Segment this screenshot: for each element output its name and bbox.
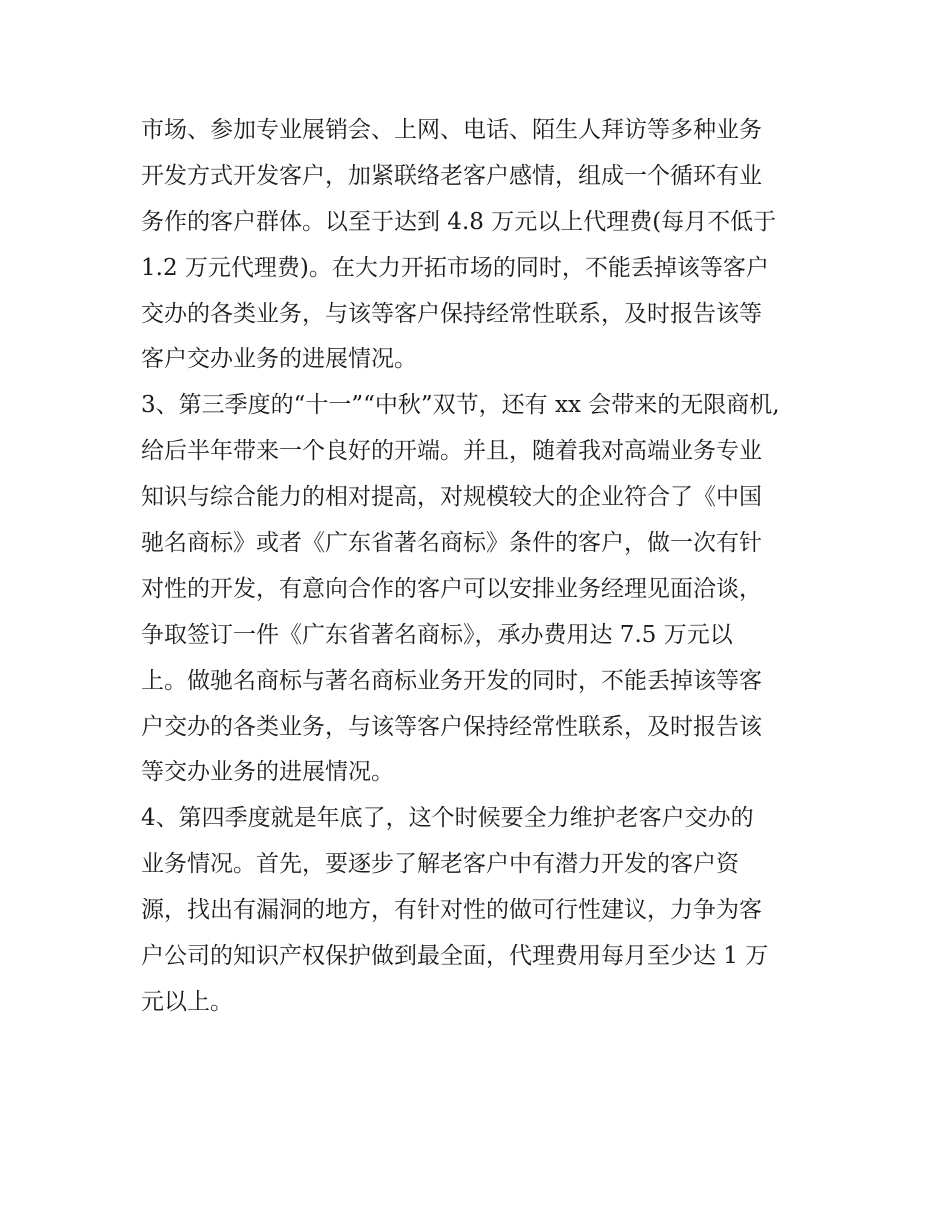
text-line: 户公司的知识产权保护做到最全面，代理费用每月至少达 1 万	[141, 943, 769, 970]
text-line: 市场、参加专业展销会、上网、电话、陌生人拜访等多种业务	[141, 117, 762, 143]
text-line: 上。做驰名商标与著名商标业务开发的同时，不能丢掉该等客	[141, 667, 762, 694]
text-line: 等交办业务的进展情况。	[141, 759, 394, 786]
document-body	[141, 108, 821, 1026]
text-line: 知识与综合能力的相对提高，对规模较大的企业符合了《中国	[141, 484, 762, 511]
text-line: 业务情况。首先，要逐步了解老客户中有潜力开发的客户资	[141, 851, 739, 878]
text-line: 给后半年带来一个良好的开端。并且，随着我对高端业务专业	[141, 438, 762, 465]
text-line: 1.2 万元代理费)。在大力开拓市场的同时，不能丢掉该等客户	[141, 254, 769, 281]
text-line: 争取签订一件《广东省著名商标》，承办费用达 7.5 万元以	[141, 621, 733, 648]
text-line: 驰名商标》或者《广东省著名商标》条件的客户，做一次有针	[141, 530, 762, 557]
text-line: 源，找出有漏洞的地方，有针对性的做可行性建议，力争为客	[141, 897, 762, 924]
text-line: 4、第四季度就是年底了，这个时候要全力维护老客户交办的	[141, 805, 754, 832]
text-line: 开发方式开发客户，加紧联络老客户感情，组成一个循环有业	[141, 162, 762, 189]
text-line: 户交办的各类业务，与该等客户保持经常性联系，及时报告该	[141, 713, 762, 740]
text-line: 对性的开发，有意向合作的客户可以安排业务经理见面洽谈，	[141, 575, 762, 602]
text-line: 交办的各类业务，与该等客户保持经常性联系，及时报告该等	[141, 300, 762, 327]
text-line: 客户交办业务的进展情况。	[141, 346, 417, 373]
text-line: 务作的客户群体。以至于达到 4.8 万元以上代理费(每月不低于	[141, 208, 777, 235]
text-line: 3、第三季度的“十一”“中秋”双节，还有 xx 会带来的无限商机,	[141, 392, 780, 419]
text-line: 元以上。	[141, 988, 233, 1015]
